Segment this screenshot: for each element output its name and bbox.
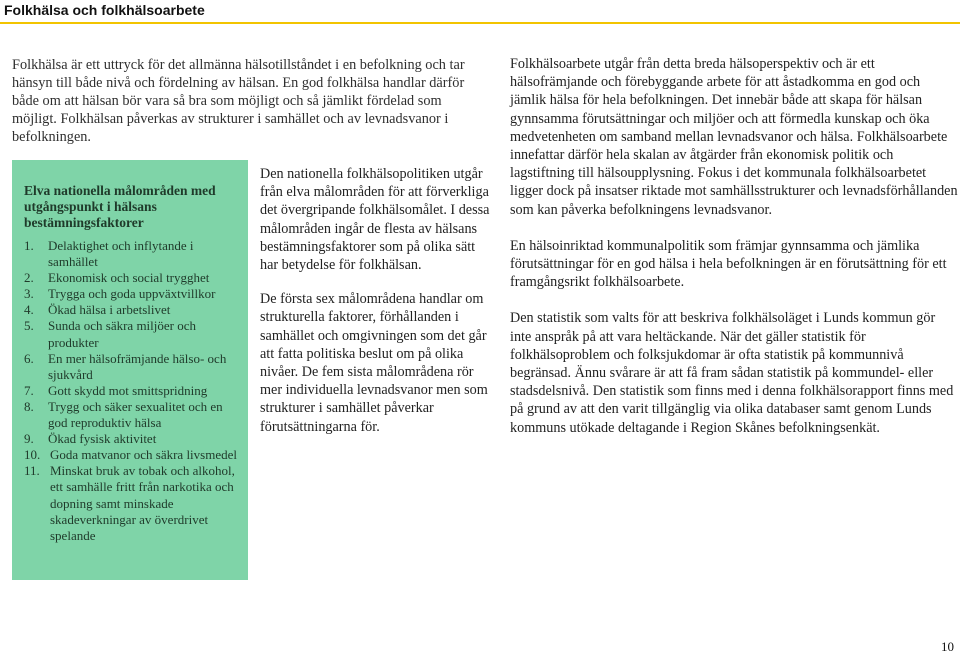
middle-paragraph-2: De första sex målområdena handlar om strukturella faktorer, förhållanden i samhället och omgivningen som det går att fatta politiska beslut om på olika nivåer. De fem sista målområdena rör mer individuella levnadsvanor men som strukturer i samhället påverkar förutsättningarna för. [260, 291, 488, 435]
middle-paragraph-1: Den nationella folkhälsopolitiken utgår från elva målområden för att förverkliga det övergripande folkhälsomålet. I dessa målområden ingår de flesta av hälsans bestämningsfaktorer som på olika sätt har betydelse för folkhälsan. [260, 166, 490, 274]
list-item: 6. En mer hälsofrämjande hälso- och sjukvård [24, 350, 227, 382]
right-paragraph-1: Folkhälsoarbete utgår från detta breda hälsoperspektiv och är ett hälsofrämjande och förebyggande arbete för att åstadkomma en god och jämlik hälsa för hela befolkningen. Det innebär både att skapa för hälsan gynnsamma förutsättningar och miljöer och att förmedla kunskap och öka medvetenheten om samband mellan levnadsvanor och hälsa. Folkhälsoarbete innefattar därför hela skalan av åtgärder från ekonomisk politik och lagstiftning till hälsoupplysning. Fokus i det kommunala folkhälsoarbetet ligger dock på insatser riktade mot samhällsstrukturer och levnadsförhållanden som kan påverka befolkningens levnadsvanor. [510, 56, 958, 218]
list-item: 7. Gott skydd mot smittspridning [24, 382, 208, 398]
target-areas-title: Elva nationella målområden med utgångspunkt i hälsans bestämningsfaktorer [24, 183, 216, 230]
list-item: 2. Ekonomisk och social trygghet [24, 270, 210, 286]
list-item: 1. Delaktighet och inflytande i samhället [24, 238, 194, 270]
list-item: 11. Minskat bruk av tobak och alkohol, ett samhälle fritt från narkotika och dopning samt minskade skadeverkningar av överdrivet spelande [24, 463, 235, 543]
right-paragraph-2: En hälsoinriktad kommunalpolitik som främjar gynnsamma och jämlika förutsättningar för en god hälsa i hela befolkningen är en förutsättning för ett framgångsrikt folkhälsoarbete. [510, 237, 947, 291]
list-item: 9. Ökad fysisk aktivitet [24, 431, 157, 447]
page-number: 10 [941, 639, 954, 654]
list-item: 4. Ökad hälsa i arbetslivet [24, 302, 171, 318]
page-title: Folkhälsa och folkhälsoarbete [4, 2, 205, 18]
right-column [510, 55, 958, 455]
list-item: 8. Trygg och säker sexualitet och en god reproduktiv hälsa [24, 398, 223, 431]
list-item: 10. Goda matvanor och säkra livsmedel [24, 447, 237, 463]
list-item: 5. Sunda och säkra miljöer och produkter [24, 318, 197, 350]
list-item: 3. Trygga och goda uppväxtvillkor [24, 286, 216, 302]
right-paragraph-3: Den statistik som valts för att beskriva folkhälsoläget i Lunds kommun gör inte anspråk på att vara heltäckande. När det gäller statistik för folkhälsoproblem och folksjukdomar är ofta statistik på kommunnivå begränsad. Ännu svårare är att få fram sådan statistik på kommundel- eller stadsdelsnivå. Den statistik som finns med i denna folkhälsorapport finns med på grund av att den varit tillgänglig via olika databaser samt genom Lunds kommuns utökade deltagande i Region Skånes befolkningsenkät. [510, 310, 954, 436]
page-header [0, 0, 960, 24]
target-areas-list [24, 238, 242, 544]
intro-paragraph: Folkhälsa är ett uttryck för det allmänna hälsotillståndet i en befolkning och tar hänsyn till både nivå och fördelning av hälsan. En god folkhälsa handlar därför både om att hälsan bör vara så bra som möjligt och så jämlikt fördelad som möjligt. Folkhälsan påverkas av strukturer i samhället och av levnadsvanor i befolkningen. [12, 57, 465, 145]
middle-column [260, 165, 492, 452]
